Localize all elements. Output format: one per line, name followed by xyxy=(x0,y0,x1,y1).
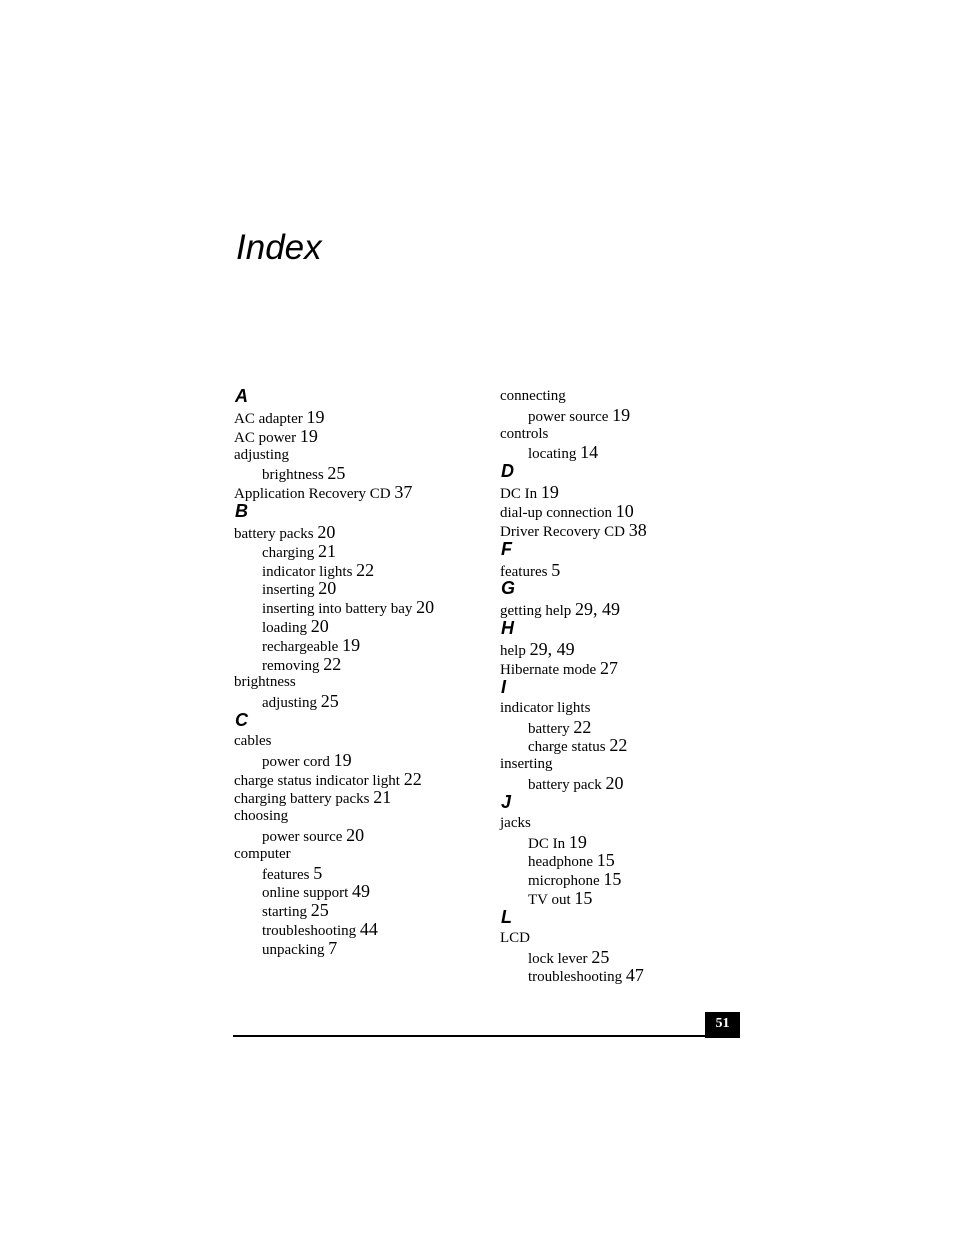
index-entry xyxy=(234,672,484,691)
index-page-ref: 21 xyxy=(317,540,336,561)
index-term: loading xyxy=(262,619,307,636)
index-page-ref: 27 xyxy=(599,657,618,678)
index-page-ref: 22 xyxy=(403,768,422,789)
index-section-letter: B xyxy=(235,500,248,521)
index-term: charging battery packs xyxy=(234,791,370,808)
index-section-letter: L xyxy=(501,906,512,927)
index-subentry xyxy=(500,832,750,851)
index-page-ref: 25 xyxy=(320,691,339,712)
index-entry xyxy=(500,482,750,501)
index-page-ref: 15 xyxy=(603,869,622,890)
index-page-ref: 15 xyxy=(596,850,615,871)
index-column-left xyxy=(234,386,484,957)
index-term: power source xyxy=(262,828,343,845)
index-term: starting xyxy=(262,904,307,921)
index-entry xyxy=(500,639,750,658)
index-entry xyxy=(234,787,484,806)
index-page-ref: 22 xyxy=(356,559,375,580)
index-term: unpacking xyxy=(262,941,325,958)
index-term: power cord xyxy=(262,753,330,770)
index-term: battery packs xyxy=(234,525,314,542)
index-term: headphone xyxy=(528,854,593,871)
index-entry xyxy=(234,522,484,541)
index-entry xyxy=(500,386,750,405)
index-entry xyxy=(234,482,484,501)
index-page-ref: 25 xyxy=(310,900,329,921)
index-column-right xyxy=(500,386,750,984)
index-page-ref: 25 xyxy=(591,946,610,967)
index-subentry xyxy=(500,735,750,754)
index-entry xyxy=(500,813,750,832)
index-subentry xyxy=(500,442,750,461)
index-page-ref: 5 xyxy=(551,559,561,580)
index-page-ref: 19 xyxy=(333,749,352,770)
index-subentry xyxy=(234,691,484,710)
index-entry xyxy=(500,520,750,539)
index-subentry xyxy=(234,616,484,635)
footer-rule xyxy=(233,1035,705,1037)
index-term: battery pack xyxy=(528,776,602,793)
index-subentry xyxy=(234,825,484,844)
index-subentry xyxy=(234,635,484,654)
index-page-ref: 5 xyxy=(313,862,323,883)
index-term: charging xyxy=(262,544,315,561)
index-page-ref: 10 xyxy=(615,500,634,521)
index-section-letter: C xyxy=(235,709,248,730)
index-term: Driver Recovery CD xyxy=(500,523,625,540)
index-section-letter: F xyxy=(501,538,512,559)
index-page-ref: 29, 49 xyxy=(529,639,575,660)
index-page-ref: 20 xyxy=(605,772,624,793)
index-term: getting help xyxy=(500,603,572,620)
index-term: lock lever xyxy=(528,950,588,967)
index-subentry xyxy=(234,654,484,673)
index-term: power source xyxy=(528,408,609,425)
index-term: indicator lights xyxy=(500,699,591,716)
index-term: adjusting xyxy=(234,446,289,463)
index-page-ref: 38 xyxy=(628,519,647,540)
index-term: features xyxy=(500,563,548,580)
index-subentry xyxy=(500,850,750,869)
index-term: AC adapter xyxy=(234,411,303,427)
index-term: AC power xyxy=(234,429,297,446)
index-entry xyxy=(234,806,484,825)
index-subentry xyxy=(234,919,484,938)
index-subentry xyxy=(234,597,484,616)
index-subentry xyxy=(234,578,484,597)
index-page-ref: 29, 49 xyxy=(575,599,620,620)
index-entry xyxy=(500,560,750,579)
index-page-ref: 20 xyxy=(317,521,336,542)
index-entry xyxy=(500,698,750,717)
index-term: controls xyxy=(500,425,549,442)
index-page-ref: 22 xyxy=(323,653,342,674)
index-subentry xyxy=(234,463,484,482)
index-page-ref: 20 xyxy=(318,578,337,599)
index-term: connecting xyxy=(500,388,566,404)
index-section-letter: H xyxy=(501,618,514,639)
index-term: jacks xyxy=(500,814,531,831)
index-term: Hibernate mode xyxy=(500,661,597,678)
index-section-letter: J xyxy=(501,791,512,812)
index-page-ref: 22 xyxy=(609,735,628,756)
index-subentry xyxy=(500,888,750,907)
index-entry xyxy=(234,731,484,750)
index-term: inserting xyxy=(262,582,315,599)
index-page-ref: 19 xyxy=(299,425,318,446)
index-term: troubleshooting xyxy=(262,922,357,939)
index-term: cables xyxy=(234,732,272,749)
index-subentry xyxy=(500,947,750,966)
index-term: DC In xyxy=(528,835,566,852)
index-subentry xyxy=(500,965,750,984)
index-term: rechargeable xyxy=(262,638,339,655)
index-term: help xyxy=(500,643,526,660)
index-subentry xyxy=(234,938,484,957)
index-page-ref: 37 xyxy=(394,482,413,503)
index-subentry xyxy=(234,881,484,900)
index-entry xyxy=(500,501,750,520)
index-term: removing xyxy=(262,657,320,674)
index-page-ref: 7 xyxy=(328,937,338,958)
index-term: LCD xyxy=(500,929,530,946)
page-title: Index xyxy=(236,228,322,267)
index-term: microphone xyxy=(528,873,600,890)
index-page-ref: 44 xyxy=(359,918,378,939)
index-term: computer xyxy=(234,845,291,862)
index-term: inserting xyxy=(500,756,553,773)
index-subentry xyxy=(500,773,750,792)
index-term: brightness xyxy=(234,674,296,691)
index-page-ref: 19 xyxy=(568,831,587,852)
index-page-ref: 19 xyxy=(540,482,559,503)
index-entry xyxy=(500,599,750,618)
index-term: features xyxy=(262,866,310,883)
index-subentry xyxy=(234,541,484,560)
index-entry xyxy=(234,844,484,863)
index-page-ref: 15 xyxy=(574,887,593,908)
index-term: brightness xyxy=(262,467,324,484)
index-page-ref: 20 xyxy=(310,615,329,636)
index-subentry xyxy=(500,405,750,424)
index-page-ref: 25 xyxy=(327,463,346,484)
index-subentry xyxy=(500,869,750,888)
index-entry xyxy=(500,658,750,677)
index-page-ref: 14 xyxy=(580,442,599,463)
index-term: online support xyxy=(262,885,349,902)
index-subentry xyxy=(234,750,484,769)
index-entry xyxy=(500,928,750,947)
index-page-ref: 22 xyxy=(573,716,592,737)
index-term: indicator lights xyxy=(262,563,353,580)
index-page-ref: 19 xyxy=(612,404,631,425)
index-page-ref: 20 xyxy=(346,824,365,845)
index-term: battery xyxy=(528,720,570,737)
index-page-ref: 19 xyxy=(342,634,361,655)
index-term: choosing xyxy=(234,808,289,825)
index-page-ref: 20 xyxy=(416,597,435,618)
index-subentry xyxy=(500,717,750,736)
index-section-letter: A xyxy=(235,386,248,406)
page-number: 51 xyxy=(705,1012,740,1038)
index-term: troubleshooting xyxy=(528,969,623,986)
index-term: Application Recovery CD xyxy=(234,486,391,503)
index-entry xyxy=(500,424,750,443)
index-entry xyxy=(500,754,750,773)
index-subentry xyxy=(234,863,484,882)
index-term: adjusting xyxy=(262,695,317,712)
index-term: charge status indicator light xyxy=(234,772,400,789)
index-section-letter: D xyxy=(501,461,514,482)
index-page-ref: 49 xyxy=(352,881,370,902)
index-entry xyxy=(234,769,484,788)
index-entry xyxy=(234,407,484,426)
index-term: locating xyxy=(528,446,577,463)
index-term: charge status xyxy=(528,739,606,756)
index-section-letter: I xyxy=(501,676,507,697)
index-entry xyxy=(234,445,484,464)
index-entry xyxy=(234,426,484,445)
index-section-letter: G xyxy=(501,578,516,599)
index-term: inserting into battery bay xyxy=(262,601,413,618)
index-term: TV out xyxy=(528,891,571,908)
index-term: dial-up connection xyxy=(500,504,613,521)
index-page-ref: 21 xyxy=(373,787,392,808)
index-page-ref: 47 xyxy=(625,965,644,986)
index-subentry xyxy=(234,900,484,919)
index-term: DC In xyxy=(500,486,538,503)
index-page-ref: 19 xyxy=(306,407,325,427)
index-subentry xyxy=(234,560,484,579)
